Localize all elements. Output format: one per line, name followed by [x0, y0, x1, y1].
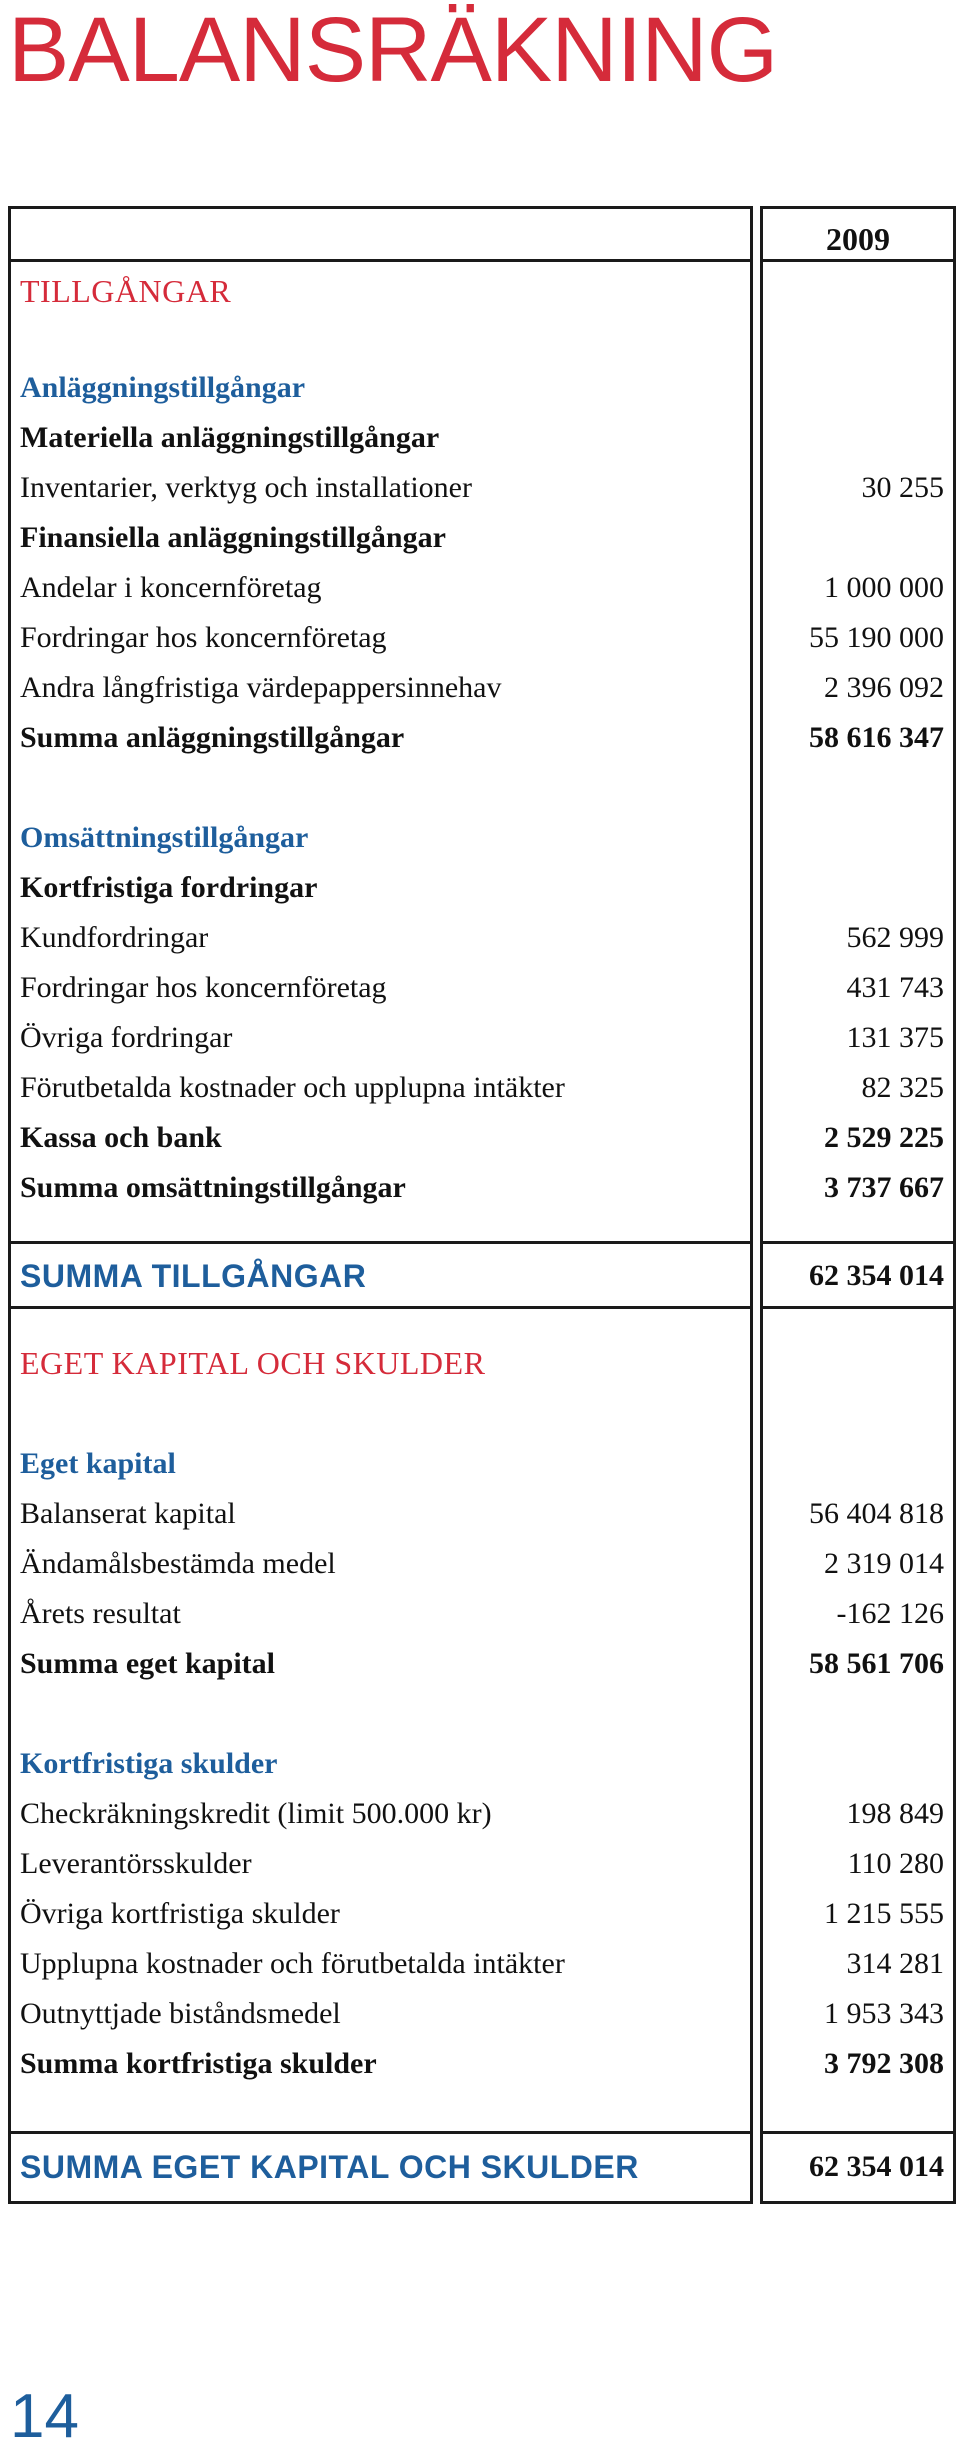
- line-item: [8, 1989, 956, 2039]
- total-divider: [8, 2131, 956, 2134]
- line-item-label: Kundfordringar: [20, 921, 209, 954]
- section-heading-label: EGET KAPITAL OCH SKULDER: [20, 1345, 486, 1381]
- line-item-value: 1 000 000: [824, 571, 944, 604]
- total-divider: [8, 1241, 956, 1244]
- cash-value: 2 529 225: [824, 1121, 944, 1154]
- line-item-label: Fordringar hos koncernföretag: [20, 971, 387, 1004]
- subtotal-label: Summa anläggningstillgångar: [20, 721, 405, 754]
- subtotal-row: [8, 1639, 956, 1689]
- subtotal-row: [8, 1163, 956, 1213]
- cash-row: [8, 1113, 956, 1163]
- group-heading-label: Kortfristiga skulder: [20, 1747, 278, 1780]
- balance-sheet-table: [8, 206, 956, 2204]
- section-heading: [8, 1338, 956, 1388]
- header-divider: [8, 259, 956, 262]
- line-item-value: 82 325: [861, 1071, 944, 1104]
- line-item-value: 198 849: [846, 1797, 944, 1830]
- line-item-value: 2 396 092: [824, 671, 944, 704]
- year-header-row: [8, 214, 956, 264]
- line-item-value: 110 280: [847, 1847, 944, 1880]
- line-item-value: 1 953 343: [824, 1997, 944, 2030]
- line-item-label: Årets resultat: [20, 1597, 181, 1630]
- subgroup-heading-label: Materiella anläggningstillgångar: [20, 421, 440, 454]
- subtotal-label: Summa omsättningstillgångar: [20, 1171, 406, 1204]
- line-item-label: Outnyttjade biståndsmedel: [20, 1997, 341, 2030]
- line-item-label: Fordringar hos koncernföretag: [20, 621, 387, 654]
- subgroup-heading: [8, 863, 956, 913]
- line-item-label: Andelar i koncernföretag: [20, 571, 322, 604]
- line-item-label: Ändamålsbestämda medel: [20, 1547, 336, 1580]
- subtotal-label: Summa eget kapital: [20, 1647, 275, 1680]
- line-item-value: 314 281: [846, 1947, 944, 1980]
- group-heading: [8, 813, 956, 863]
- total-divider: [8, 1306, 956, 1309]
- line-item: [8, 1489, 956, 1539]
- line-item-value: 431 743: [846, 971, 944, 1004]
- group-heading-label: Anläggningstillgångar: [20, 371, 306, 404]
- total-value: 62 354 014: [809, 1259, 944, 1292]
- line-item: [8, 1789, 956, 1839]
- subgroup-heading-label: Kortfristiga fordringar: [20, 871, 318, 904]
- year-header: 2009: [826, 221, 890, 257]
- total-label: SUMMA EGET KAPITAL OCH SKULDER: [20, 2149, 639, 2185]
- line-item: [8, 663, 956, 713]
- line-item: [8, 1589, 956, 1639]
- line-item: [8, 963, 956, 1013]
- section-heading: [8, 266, 956, 316]
- line-item-value: -162 126: [836, 1597, 944, 1630]
- line-item-value: 2 319 014: [824, 1547, 944, 1580]
- subtotal-row: [8, 2039, 956, 2089]
- line-item-value: 30 255: [861, 471, 944, 504]
- total-row: [8, 2142, 956, 2192]
- line-item-label: Inventarier, verktyg och installationer: [20, 471, 472, 504]
- subtotal-value: 58 616 347: [809, 721, 944, 754]
- cash-label: Kassa och bank: [20, 1121, 222, 1154]
- line-item-label: Andra långfristiga värdepappersinnehav: [20, 671, 502, 704]
- line-item-label: Upplupna kostnader och förutbetalda intäkter: [20, 1947, 565, 1980]
- line-item-value: 562 999: [846, 921, 944, 954]
- total-value: 62 354 014: [809, 2150, 944, 2183]
- line-item: [8, 913, 956, 963]
- line-item-value: 1 215 555: [824, 1897, 944, 1930]
- line-item: [8, 1013, 956, 1063]
- subtotal-value: 3 737 667: [824, 1171, 944, 1204]
- line-item-label: Balanserat kapital: [20, 1497, 236, 1530]
- group-heading: [8, 1439, 956, 1489]
- subtotal-row: [8, 713, 956, 763]
- line-item-label: Övriga kortfristiga skulder: [20, 1897, 340, 1930]
- line-item: [8, 563, 956, 613]
- subgroup-heading: [8, 413, 956, 463]
- section-heading-label: TILLGÅNGAR: [20, 273, 232, 309]
- line-item-value: 56 404 818: [809, 1497, 944, 1530]
- line-item: [8, 1539, 956, 1589]
- line-item: [8, 1939, 956, 1989]
- group-heading: [8, 1739, 956, 1789]
- line-item-label: Leverantörsskulder: [20, 1847, 252, 1880]
- subtotal-label: Summa kortfristiga skulder: [20, 2047, 377, 2080]
- subtotal-value: 3 792 308: [824, 2047, 944, 2080]
- line-item-value: 131 375: [846, 1021, 944, 1054]
- group-heading: [8, 363, 956, 413]
- line-item: [8, 1063, 956, 1113]
- total-row: [8, 1251, 956, 1301]
- subgroup-heading: [8, 513, 956, 563]
- subgroup-heading-label: Finansiella anläggningstillgångar: [20, 521, 446, 554]
- line-item: [8, 613, 956, 663]
- line-item-label: Övriga fordringar: [20, 1021, 233, 1054]
- line-item-label: Förutbetalda kostnader och upplupna intäkter: [20, 1071, 565, 1104]
- total-label: SUMMA TILLGÅNGAR: [20, 1258, 367, 1294]
- line-item-value: 55 190 000: [809, 621, 944, 654]
- page-title: BALANSRÄKNING: [8, 0, 778, 101]
- line-item-label: Checkräkningskredit (limit 500.000 kr): [20, 1797, 492, 1830]
- group-heading-label: Eget kapital: [20, 1447, 176, 1480]
- line-item: [8, 463, 956, 513]
- group-heading-label: Omsättningstillgångar: [20, 821, 309, 854]
- subtotal-value: 58 561 706: [809, 1647, 944, 1680]
- line-item: [8, 1839, 956, 1889]
- line-item: [8, 1889, 956, 1939]
- page-number: 14: [10, 2382, 79, 2451]
